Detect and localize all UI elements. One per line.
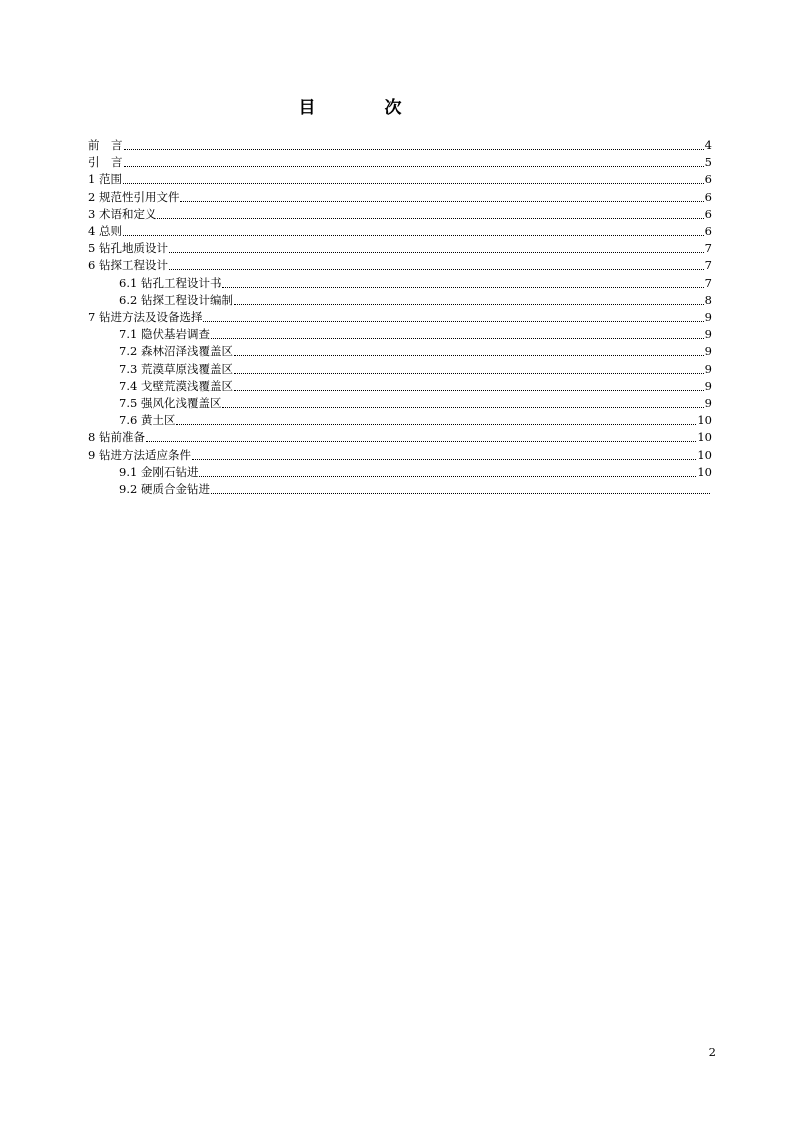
toc-entry-label: 5 钻孔地质设计 [88,241,168,255]
toc-dot-leader [199,476,696,477]
toc-dot-leader [124,166,704,167]
toc-entry[interactable] [119,412,712,429]
toc-entry-label: 4 总则 [88,224,122,238]
toc-entry-page: 7 [704,276,712,290]
toc-entry-page: 5 [704,155,712,169]
toc-entry-page: 6 [704,207,712,221]
toc-entry-page: 9 [704,344,712,358]
toc-entry-page: 10 [697,430,712,444]
toc-title: 目 次 [298,98,428,118]
toc-entry-page: 9 [704,310,712,324]
toc-entry-page: 6 [704,190,712,204]
toc-entry-page: 6 [704,172,712,186]
toc-entry-label: 7.6 黄土区 [119,413,176,427]
toc-entry-page: 7 [704,258,712,272]
toc-entry-label: 7.4 戈壁荒漠浅覆盖区 [119,379,233,393]
toc-entry-label: 7.5 强风化浅覆盖区 [119,396,222,410]
toc-entry-page: 10 [697,465,712,479]
toc-entry-page: 9 [704,327,712,341]
toc-entry[interactable] [88,309,712,326]
toc-entry[interactable] [119,378,712,395]
toc-entry-label: 7.3 荒漠草原浅覆盖区 [119,362,233,376]
toc-entry[interactable] [119,481,711,498]
toc-entry-label: 引 言 [88,155,123,169]
toc-dot-leader [146,441,696,442]
toc-entry-page: 9 [704,362,712,376]
toc-dot-leader [180,201,703,202]
toc-entry-label: 9.1 金刚石钻进 [119,465,199,479]
toc-entry-label: 前 言 [88,138,123,152]
toc-entry-page: 7 [704,241,712,255]
toc-dot-leader [222,407,703,408]
toc-entry-page: 9 [704,396,712,410]
toc-dot-leader [192,459,696,460]
toc-dot-leader [211,338,704,339]
toc-entry[interactable] [119,464,712,481]
toc-entry-page: 4 [704,138,712,152]
toc-entry[interactable] [119,292,712,309]
toc-dot-leader [211,493,710,494]
toc-entry-label: 9.2 硬质合金钻进 [119,482,210,496]
toc-dot-leader [123,183,704,184]
toc-dot-leader [176,424,696,425]
toc-entry-page: 10 [697,448,712,462]
toc-entry-label: 7.2 森林沼泽浅覆盖区 [119,344,233,358]
toc-dot-leader [169,252,704,253]
toc-entry[interactable] [88,223,712,240]
page-number: 2 [708,1045,716,1059]
toc-entry-label: 6.2 钻探工程设计编制 [119,293,233,307]
toc-entry[interactable] [119,395,712,412]
toc-entry-page: 10 [697,413,712,427]
toc-entry[interactable] [88,137,712,154]
toc-dot-leader [123,235,704,236]
toc-entry-label: 8 钻前准备 [88,430,145,444]
toc-dot-leader [169,269,704,270]
toc-entry[interactable] [119,275,712,292]
toc-entry-label: 3 术语和定义 [88,207,157,221]
toc-entry[interactable] [88,257,712,274]
toc-dot-leader [234,390,704,391]
toc-dot-leader [203,321,703,322]
toc-dot-leader [157,218,703,219]
toc-entry-page: 8 [704,293,712,307]
toc-entry-label: 7 钻进方法及设备选择 [88,310,203,324]
toc-entry[interactable] [119,361,712,378]
toc-entry[interactable] [88,206,712,223]
toc-entry[interactable] [88,154,712,171]
toc-entry-label: 7.1 隐伏基岩调查 [119,327,210,341]
toc-entry-label: 6.1 钻孔工程设计书 [119,276,222,290]
toc-dot-leader [234,373,704,374]
toc-entry[interactable] [119,343,712,360]
toc-entry-label: 9 钻进方法适应条件 [88,448,191,462]
toc-entry-label: 2 规范性引用文件 [88,190,180,204]
toc-entry[interactable] [88,240,712,257]
toc-entry[interactable] [88,429,712,446]
toc-entry[interactable] [88,447,712,464]
toc-entry[interactable] [88,171,712,188]
toc-entry-label: 1 范围 [88,172,122,186]
toc-dot-leader [234,304,704,305]
toc-dot-leader [222,287,703,288]
toc-entry-label: 6 钻探工程设计 [88,258,168,272]
toc-entry-page: 9 [704,379,712,393]
toc-entry[interactable] [119,326,712,343]
toc-entry-page: 6 [704,224,712,238]
toc-dot-leader [124,149,704,150]
toc-entry[interactable] [88,189,712,206]
toc-dot-leader [234,355,704,356]
